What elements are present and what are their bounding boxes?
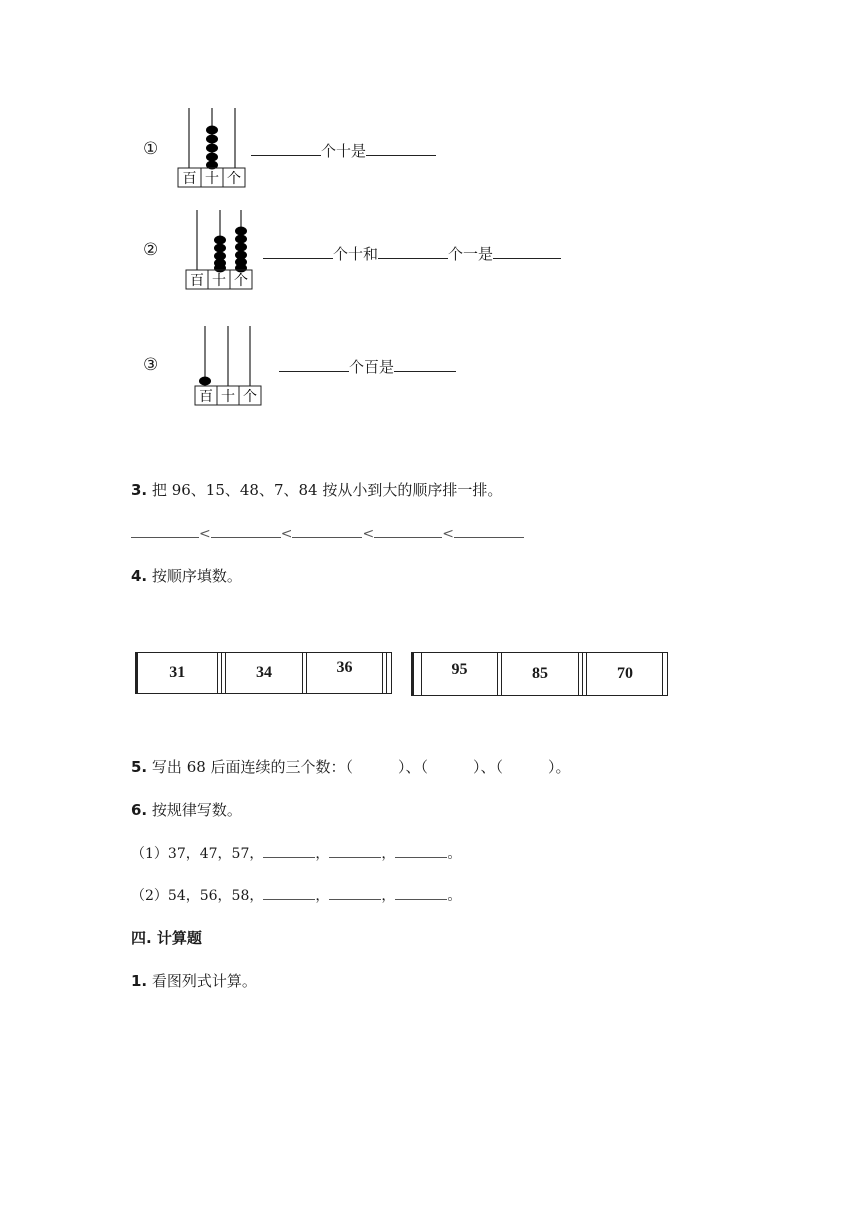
abacus-3-number: ③ <box>143 355 159 375</box>
order-blank-2[interactable] <box>211 536 281 538</box>
abacus-1-label-tens: 十 <box>205 171 219 187</box>
question-3-number: 3. <box>131 481 148 499</box>
abacus-3-blank-2[interactable] <box>394 370 456 372</box>
seq1-cell-8[interactable] <box>387 653 392 694</box>
abacus-2-number: ② <box>143 240 159 260</box>
question-6-row-2: （2）54，56，58， ， ， 。 <box>131 888 462 904</box>
row2-blank-1[interactable] <box>263 898 315 900</box>
question-4 <box>131 565 242 586</box>
section-4-title: 四. 计算题 <box>131 929 202 947</box>
question-3 <box>131 479 502 500</box>
abacus-3-blank-1[interactable] <box>279 370 349 372</box>
seq2-cell-7: 70 <box>587 653 663 696</box>
abacus-1-answer-line: 个十是 <box>251 140 436 161</box>
question-6-row-1: （1）37，47，57， ， ， 。 <box>131 846 462 862</box>
abacus-3-label-tens: 十 <box>221 389 235 405</box>
seq2-cell-8[interactable] <box>663 653 668 696</box>
abacus-1-figure <box>170 108 250 190</box>
abacus-2-label-ones: 个 <box>234 273 248 289</box>
abacus-1-label-hundreds: 百 <box>182 171 197 187</box>
question-6 <box>131 799 242 820</box>
question-3-text: 把 96、15、48、7、84 按从小到大的顺序排一排。 <box>151 481 503 499</box>
calc-question-1-text: 看图列式计算。 <box>151 972 257 990</box>
question-4-text: 按顺序填数。 <box>151 567 242 585</box>
abacus-2-blank-1[interactable] <box>263 257 333 259</box>
abacus-2-figure <box>178 210 258 292</box>
abacus-1-blank-1[interactable] <box>251 154 321 156</box>
abacus-1-number: ① <box>143 139 159 159</box>
order-blank-3[interactable] <box>292 536 362 538</box>
abacus-2-answer-line: 个十和 个一是 <box>263 243 561 264</box>
sequence-table-2 <box>411 652 668 696</box>
row1-blank-2[interactable] <box>329 856 381 858</box>
seq1-cell-1: 31 <box>137 653 218 694</box>
row1-blank-1[interactable] <box>263 856 315 858</box>
question-3-answer-row: < < < < <box>131 526 524 542</box>
abacus-2-blank-3[interactable] <box>493 257 561 259</box>
abacus-2-tens-beads <box>214 236 226 273</box>
question-5-number: 5. <box>131 758 148 776</box>
seq1-cell-6: 36 <box>306 653 382 694</box>
seq2-cell-1[interactable] <box>413 653 422 696</box>
abacus-2-ones-beads <box>235 227 247 273</box>
abacus-3-hundreds-bead <box>199 377 211 386</box>
question-5-text: 写出 68 后面连续的三个数：（ ）、（ ）、（ ）。 <box>151 758 571 776</box>
question-4-number: 4. <box>131 567 148 585</box>
order-blank-4[interactable] <box>374 536 442 538</box>
row1-blank-3[interactable] <box>395 856 447 858</box>
question-5 <box>131 756 571 777</box>
abacus-2-label-hundreds: 百 <box>190 273 204 289</box>
abacus-1-blank-2[interactable] <box>366 154 436 156</box>
abacus-1-tens-beads <box>206 126 218 170</box>
abacus-3-label-ones: 个 <box>243 389 257 405</box>
order-blank-1[interactable] <box>131 536 199 538</box>
abacus-1-label-ones: 个 <box>227 171 241 187</box>
seq2-cell-4: 85 <box>502 653 578 696</box>
order-blank-5[interactable] <box>454 536 524 538</box>
abacus-3-answer-line: 个百是 <box>279 356 456 377</box>
calc-question-1 <box>131 970 257 991</box>
abacus-2-blank-2[interactable] <box>378 257 448 259</box>
seq2-cell-2: 95 <box>421 653 497 696</box>
question-6-number: 6. <box>131 801 148 819</box>
seq1-cell-4: 34 <box>226 653 302 694</box>
abacus-2-label-tens: 十 <box>212 273 226 289</box>
sequence-table-1 <box>135 652 392 694</box>
row2-blank-3[interactable] <box>395 898 447 900</box>
row2-blank-2[interactable] <box>329 898 381 900</box>
question-6-text: 按规律写数。 <box>151 801 242 819</box>
abacus-3-label-hundreds: 百 <box>199 389 213 405</box>
calc-question-1-number: 1. <box>131 972 148 990</box>
abacus-3-figure <box>186 326 266 408</box>
